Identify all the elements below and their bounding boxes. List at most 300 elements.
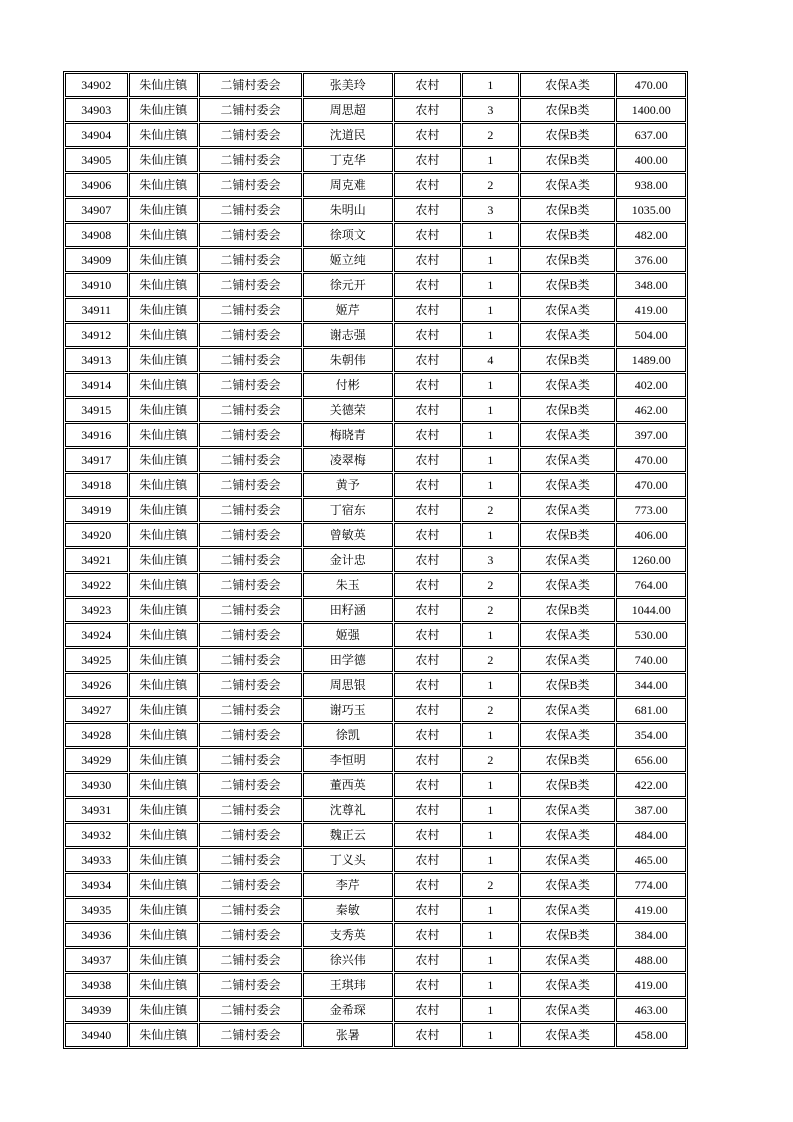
cell-residence-type: 农村 — [394, 523, 462, 547]
cell-residence-type: 农村 — [394, 848, 462, 872]
cell-town: 朱仙庄镇 — [129, 598, 199, 622]
cell-village-committee: 二铺村委会 — [199, 548, 302, 572]
cell-amount: 419.00 — [616, 973, 686, 997]
cell-insurance-category: 农保B类 — [520, 673, 616, 697]
cell-amount: 637.00 — [616, 123, 686, 147]
cell-person-name: 梅晓青 — [303, 423, 393, 447]
cell-amount: 458.00 — [616, 1023, 686, 1047]
cell-person-name: 徐兴伟 — [303, 948, 393, 972]
cell-town: 朱仙庄镇 — [129, 423, 199, 447]
table-row — [65, 198, 686, 222]
cell-residence-type: 农村 — [394, 998, 462, 1022]
cell-person-name: 魏正云 — [303, 823, 393, 847]
cell-person-name: 董西英 — [303, 773, 393, 797]
cell-village-committee: 二铺村委会 — [199, 898, 302, 922]
cell-town: 朱仙庄镇 — [129, 973, 199, 997]
table-row — [65, 148, 686, 172]
cell-residence-type: 农村 — [394, 573, 462, 597]
cell-record-id: 34909 — [65, 248, 128, 272]
table-row — [65, 523, 686, 547]
cell-residence-type: 农村 — [394, 423, 462, 447]
cell-town: 朱仙庄镇 — [129, 923, 199, 947]
cell-amount: 1044.00 — [616, 598, 686, 622]
cell-amount: 463.00 — [616, 998, 686, 1022]
cell-residence-type: 农村 — [394, 73, 462, 97]
cell-person-name: 支秀英 — [303, 923, 393, 947]
table-row — [65, 448, 686, 472]
cell-amount: 470.00 — [616, 73, 686, 97]
cell-person-name: 张美玲 — [303, 73, 393, 97]
cell-village-committee: 二铺村委会 — [199, 398, 302, 422]
cell-record-id: 34940 — [65, 1023, 128, 1047]
cell-person-name: 张暑 — [303, 1023, 393, 1047]
table-row — [65, 923, 686, 947]
cell-record-id: 34911 — [65, 298, 128, 322]
cell-amount: 740.00 — [616, 648, 686, 672]
cell-person-count: 1 — [462, 773, 518, 797]
cell-residence-type: 农村 — [394, 198, 462, 222]
cell-amount: 465.00 — [616, 848, 686, 872]
cell-record-id: 34921 — [65, 548, 128, 572]
cell-town: 朱仙庄镇 — [129, 498, 199, 522]
cell-person-count: 2 — [462, 648, 518, 672]
cell-person-count: 2 — [462, 498, 518, 522]
cell-insurance-category: 农保A类 — [520, 423, 616, 447]
cell-person-count: 1 — [462, 898, 518, 922]
cell-person-name: 秦敏 — [303, 898, 393, 922]
cell-village-committee: 二铺村委会 — [199, 223, 302, 247]
cell-village-committee: 二铺村委会 — [199, 573, 302, 597]
cell-person-count: 2 — [462, 123, 518, 147]
cell-insurance-category: 农保A类 — [520, 323, 616, 347]
cell-record-id: 34912 — [65, 323, 128, 347]
cell-person-count: 3 — [462, 548, 518, 572]
cell-village-committee: 二铺村委会 — [199, 823, 302, 847]
table-body — [65, 73, 686, 1047]
cell-town: 朱仙庄镇 — [129, 198, 199, 222]
cell-person-count: 2 — [462, 748, 518, 772]
cell-insurance-category: 农保B类 — [520, 598, 616, 622]
cell-village-committee: 二铺村委会 — [199, 273, 302, 297]
table-row — [65, 698, 686, 722]
cell-person-count: 1 — [462, 798, 518, 822]
cell-town: 朱仙庄镇 — [129, 673, 199, 697]
cell-person-name: 周思超 — [303, 98, 393, 122]
cell-residence-type: 农村 — [394, 173, 462, 197]
cell-amount: 774.00 — [616, 873, 686, 897]
cell-record-id: 34924 — [65, 623, 128, 647]
table-row — [65, 473, 686, 497]
table-row — [65, 323, 686, 347]
cell-residence-type: 农村 — [394, 823, 462, 847]
cell-insurance-category: 农保A类 — [520, 873, 616, 897]
cell-residence-type: 农村 — [394, 948, 462, 972]
cell-village-committee: 二铺村委会 — [199, 748, 302, 772]
cell-insurance-category: 农保A类 — [520, 848, 616, 872]
cell-village-committee: 二铺村委会 — [199, 148, 302, 172]
cell-insurance-category: 农保B类 — [520, 198, 616, 222]
table-row — [65, 998, 686, 1022]
cell-record-id: 34936 — [65, 923, 128, 947]
cell-insurance-category: 农保A类 — [520, 373, 616, 397]
cell-amount: 773.00 — [616, 498, 686, 522]
cell-insurance-category: 农保B类 — [520, 98, 616, 122]
cell-person-count: 2 — [462, 698, 518, 722]
cell-person-name: 谢巧玉 — [303, 698, 393, 722]
cell-amount: 397.00 — [616, 423, 686, 447]
cell-person-count: 1 — [462, 1023, 518, 1047]
cell-person-name: 李芹 — [303, 873, 393, 897]
cell-amount: 422.00 — [616, 773, 686, 797]
cell-record-id: 34916 — [65, 423, 128, 447]
cell-village-committee: 二铺村委会 — [199, 848, 302, 872]
cell-village-committee: 二铺村委会 — [199, 498, 302, 522]
cell-town: 朱仙庄镇 — [129, 823, 199, 847]
cell-insurance-category: 农保A类 — [520, 998, 616, 1022]
cell-residence-type: 农村 — [394, 623, 462, 647]
cell-village-committee: 二铺村委会 — [199, 173, 302, 197]
cell-residence-type: 农村 — [394, 723, 462, 747]
cell-village-committee: 二铺村委会 — [199, 798, 302, 822]
cell-record-id: 34919 — [65, 498, 128, 522]
cell-village-committee: 二铺村委会 — [199, 1023, 302, 1047]
cell-insurance-category: 农保A类 — [520, 473, 616, 497]
cell-insurance-category: 农保B类 — [520, 748, 616, 772]
cell-town: 朱仙庄镇 — [129, 948, 199, 972]
cell-person-count: 3 — [462, 198, 518, 222]
cell-record-id: 34910 — [65, 273, 128, 297]
cell-record-id: 34939 — [65, 998, 128, 1022]
cell-record-id: 34907 — [65, 198, 128, 222]
cell-town: 朱仙庄镇 — [129, 398, 199, 422]
table-row — [65, 298, 686, 322]
table-row — [65, 248, 686, 272]
cell-person-name: 沈尊礼 — [303, 798, 393, 822]
cell-person-name: 沈道民 — [303, 123, 393, 147]
cell-residence-type: 农村 — [394, 373, 462, 397]
table-row — [65, 898, 686, 922]
cell-town: 朱仙庄镇 — [129, 748, 199, 772]
cell-residence-type: 农村 — [394, 548, 462, 572]
cell-amount: 656.00 — [616, 748, 686, 772]
cell-record-id: 34904 — [65, 123, 128, 147]
cell-village-committee: 二铺村委会 — [199, 523, 302, 547]
cell-town: 朱仙庄镇 — [129, 148, 199, 172]
cell-record-id: 34908 — [65, 223, 128, 247]
cell-village-committee: 二铺村委会 — [199, 73, 302, 97]
cell-town: 朱仙庄镇 — [129, 523, 199, 547]
cell-person-name: 王琪玮 — [303, 973, 393, 997]
table-row — [65, 573, 686, 597]
cell-amount: 470.00 — [616, 448, 686, 472]
cell-amount: 387.00 — [616, 798, 686, 822]
cell-person-count: 1 — [462, 473, 518, 497]
cell-record-id: 34935 — [65, 898, 128, 922]
cell-person-name: 徐项文 — [303, 223, 393, 247]
cell-town: 朱仙庄镇 — [129, 573, 199, 597]
cell-person-count: 1 — [462, 323, 518, 347]
table-row — [65, 748, 686, 772]
cell-amount: 1400.00 — [616, 98, 686, 122]
cell-person-count: 1 — [462, 848, 518, 872]
cell-record-id: 34913 — [65, 348, 128, 372]
cell-insurance-category: 农保A类 — [520, 448, 616, 472]
table-row — [65, 723, 686, 747]
cell-record-id: 34902 — [65, 73, 128, 97]
cell-insurance-category: 农保A类 — [520, 548, 616, 572]
cell-town: 朱仙庄镇 — [129, 173, 199, 197]
cell-person-count: 1 — [462, 948, 518, 972]
cell-amount: 348.00 — [616, 273, 686, 297]
cell-village-committee: 二铺村委会 — [199, 723, 302, 747]
cell-person-count: 1 — [462, 373, 518, 397]
cell-person-count: 1 — [462, 723, 518, 747]
table-row — [65, 873, 686, 897]
cell-person-count: 1 — [462, 673, 518, 697]
cell-record-id: 34938 — [65, 973, 128, 997]
table-row — [65, 773, 686, 797]
cell-person-name: 凌翠梅 — [303, 448, 393, 472]
cell-amount: 462.00 — [616, 398, 686, 422]
cell-person-name: 姬芹 — [303, 298, 393, 322]
cell-insurance-category: 农保B类 — [520, 123, 616, 147]
cell-town: 朱仙庄镇 — [129, 373, 199, 397]
cell-village-committee: 二铺村委会 — [199, 773, 302, 797]
cell-record-id: 34928 — [65, 723, 128, 747]
cell-village-committee: 二铺村委会 — [199, 98, 302, 122]
cell-residence-type: 农村 — [394, 323, 462, 347]
cell-amount: 419.00 — [616, 298, 686, 322]
cell-village-committee: 二铺村委会 — [199, 648, 302, 672]
cell-amount: 384.00 — [616, 923, 686, 947]
cell-person-name: 丁宿东 — [303, 498, 393, 522]
cell-person-count: 1 — [462, 248, 518, 272]
table-row — [65, 123, 686, 147]
table-row — [65, 373, 686, 397]
cell-person-name: 金计忠 — [303, 548, 393, 572]
cell-record-id: 34923 — [65, 598, 128, 622]
cell-person-count: 1 — [462, 623, 518, 647]
cell-insurance-category: 农保A类 — [520, 973, 616, 997]
cell-person-name: 周思银 — [303, 673, 393, 697]
cell-insurance-category: 农保B类 — [520, 273, 616, 297]
cell-residence-type: 农村 — [394, 348, 462, 372]
cell-amount: 530.00 — [616, 623, 686, 647]
cell-village-committee: 二铺村委会 — [199, 923, 302, 947]
cell-village-committee: 二铺村委会 — [199, 373, 302, 397]
table-row — [65, 648, 686, 672]
cell-person-count: 1 — [462, 223, 518, 247]
cell-person-name: 田籽涵 — [303, 598, 393, 622]
cell-insurance-category: 农保B类 — [520, 923, 616, 947]
table-row — [65, 173, 686, 197]
cell-town: 朱仙庄镇 — [129, 698, 199, 722]
cell-amount: 470.00 — [616, 473, 686, 497]
cell-record-id: 34917 — [65, 448, 128, 472]
cell-person-count: 1 — [462, 298, 518, 322]
cell-insurance-category: 农保A类 — [520, 698, 616, 722]
cell-person-name: 关德荣 — [303, 398, 393, 422]
cell-residence-type: 农村 — [394, 698, 462, 722]
table-row — [65, 973, 686, 997]
cell-village-committee: 二铺村委会 — [199, 698, 302, 722]
cell-residence-type: 农村 — [394, 898, 462, 922]
cell-record-id: 34934 — [65, 873, 128, 897]
cell-village-committee: 二铺村委会 — [199, 348, 302, 372]
cell-residence-type: 农村 — [394, 123, 462, 147]
cell-residence-type: 农村 — [394, 98, 462, 122]
cell-person-name: 朱明山 — [303, 198, 393, 222]
cell-person-count: 2 — [462, 173, 518, 197]
cell-person-count: 1 — [462, 923, 518, 947]
cell-residence-type: 农村 — [394, 873, 462, 897]
cell-insurance-category: 农保A类 — [520, 723, 616, 747]
cell-residence-type: 农村 — [394, 448, 462, 472]
cell-record-id: 34905 — [65, 148, 128, 172]
cell-residence-type: 农村 — [394, 773, 462, 797]
cell-amount: 938.00 — [616, 173, 686, 197]
cell-residence-type: 农村 — [394, 923, 462, 947]
cell-town: 朱仙庄镇 — [129, 323, 199, 347]
cell-person-name: 丁克华 — [303, 148, 393, 172]
cell-record-id: 34927 — [65, 698, 128, 722]
cell-person-count: 1 — [462, 973, 518, 997]
cell-person-name: 姬立纯 — [303, 248, 393, 272]
cell-record-id: 34906 — [65, 173, 128, 197]
cell-record-id: 34930 — [65, 773, 128, 797]
cell-town: 朱仙庄镇 — [129, 723, 199, 747]
cell-record-id: 34933 — [65, 848, 128, 872]
cell-amount: 482.00 — [616, 223, 686, 247]
cell-town: 朱仙庄镇 — [129, 448, 199, 472]
cell-amount: 402.00 — [616, 373, 686, 397]
cell-record-id: 34903 — [65, 98, 128, 122]
cell-record-id: 34922 — [65, 573, 128, 597]
cell-person-name: 李恒明 — [303, 748, 393, 772]
cell-village-committee: 二铺村委会 — [199, 998, 302, 1022]
cell-insurance-category: 农保A类 — [520, 173, 616, 197]
table-row — [65, 623, 686, 647]
cell-village-committee: 二铺村委会 — [199, 198, 302, 222]
cell-person-name: 曾敏英 — [303, 523, 393, 547]
cell-person-count: 1 — [462, 998, 518, 1022]
cell-amount: 484.00 — [616, 823, 686, 847]
cell-amount: 504.00 — [616, 323, 686, 347]
table-row — [65, 823, 686, 847]
cell-residence-type: 农村 — [394, 498, 462, 522]
cell-village-committee: 二铺村委会 — [199, 323, 302, 347]
cell-insurance-category: 农保A类 — [520, 948, 616, 972]
cell-amount: 1260.00 — [616, 548, 686, 572]
cell-person-count: 2 — [462, 573, 518, 597]
cell-village-committee: 二铺村委会 — [199, 448, 302, 472]
table-row — [65, 398, 686, 422]
cell-town: 朱仙庄镇 — [129, 73, 199, 97]
cell-insurance-category: 农保A类 — [520, 898, 616, 922]
table-row — [65, 673, 686, 697]
cell-insurance-category: 农保A类 — [520, 298, 616, 322]
cell-village-committee: 二铺村委会 — [199, 473, 302, 497]
cell-town: 朱仙庄镇 — [129, 273, 199, 297]
table-row — [65, 798, 686, 822]
cell-person-name: 黄予 — [303, 473, 393, 497]
cell-person-name: 金希琛 — [303, 998, 393, 1022]
pension-roster-table — [63, 71, 688, 1049]
cell-town: 朱仙庄镇 — [129, 623, 199, 647]
cell-insurance-category: 农保B类 — [520, 148, 616, 172]
cell-town: 朱仙庄镇 — [129, 548, 199, 572]
cell-residence-type: 农村 — [394, 473, 462, 497]
cell-village-committee: 二铺村委会 — [199, 973, 302, 997]
cell-amount: 344.00 — [616, 673, 686, 697]
cell-record-id: 34926 — [65, 673, 128, 697]
cell-insurance-category: 农保A类 — [520, 1023, 616, 1047]
cell-person-name: 徐元开 — [303, 273, 393, 297]
cell-person-name: 谢志强 — [303, 323, 393, 347]
cell-record-id: 34920 — [65, 523, 128, 547]
table-row — [65, 73, 686, 97]
cell-amount: 1489.00 — [616, 348, 686, 372]
cell-record-id: 34937 — [65, 948, 128, 972]
cell-amount: 1035.00 — [616, 198, 686, 222]
cell-person-count: 1 — [462, 523, 518, 547]
cell-village-committee: 二铺村委会 — [199, 873, 302, 897]
cell-person-name: 田学德 — [303, 648, 393, 672]
table-row — [65, 548, 686, 572]
cell-insurance-category: 农保A类 — [520, 798, 616, 822]
cell-amount: 419.00 — [616, 898, 686, 922]
cell-person-count: 2 — [462, 598, 518, 622]
cell-person-count: 1 — [462, 398, 518, 422]
cell-residence-type: 农村 — [394, 148, 462, 172]
cell-town: 朱仙庄镇 — [129, 223, 199, 247]
cell-village-committee: 二铺村委会 — [199, 423, 302, 447]
cell-residence-type: 农村 — [394, 298, 462, 322]
cell-town: 朱仙庄镇 — [129, 898, 199, 922]
cell-town: 朱仙庄镇 — [129, 248, 199, 272]
cell-insurance-category: 农保A类 — [520, 498, 616, 522]
table-row — [65, 598, 686, 622]
cell-town: 朱仙庄镇 — [129, 298, 199, 322]
cell-town: 朱仙庄镇 — [129, 998, 199, 1022]
table-row — [65, 498, 686, 522]
cell-record-id: 34932 — [65, 823, 128, 847]
cell-record-id: 34918 — [65, 473, 128, 497]
cell-insurance-category: 农保A类 — [520, 73, 616, 97]
cell-record-id: 34915 — [65, 398, 128, 422]
cell-town: 朱仙庄镇 — [129, 348, 199, 372]
cell-person-count: 3 — [462, 98, 518, 122]
cell-village-committee: 二铺村委会 — [199, 598, 302, 622]
cell-residence-type: 农村 — [394, 673, 462, 697]
cell-record-id: 34914 — [65, 373, 128, 397]
cell-amount: 376.00 — [616, 248, 686, 272]
cell-person-name: 付彬 — [303, 373, 393, 397]
cell-residence-type: 农村 — [394, 598, 462, 622]
cell-village-committee: 二铺村委会 — [199, 623, 302, 647]
cell-town: 朱仙庄镇 — [129, 873, 199, 897]
table-row — [65, 273, 686, 297]
cell-person-name: 姬强 — [303, 623, 393, 647]
cell-person-count: 1 — [462, 823, 518, 847]
cell-insurance-category: 农保B类 — [520, 248, 616, 272]
cell-residence-type: 农村 — [394, 798, 462, 822]
cell-town: 朱仙庄镇 — [129, 848, 199, 872]
cell-record-id: 34931 — [65, 798, 128, 822]
table-row — [65, 948, 686, 972]
cell-residence-type: 农村 — [394, 248, 462, 272]
cell-town: 朱仙庄镇 — [129, 123, 199, 147]
